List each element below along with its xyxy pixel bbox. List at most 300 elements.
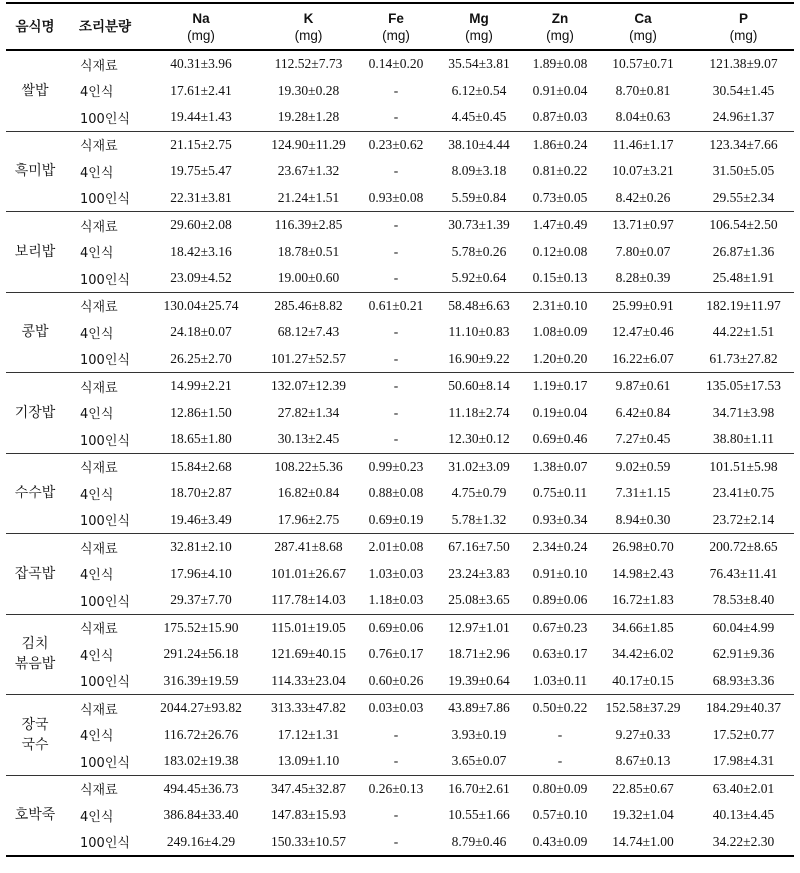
dish-name-cell xyxy=(6,131,64,212)
value-cell: 19.46±3.49 xyxy=(146,507,256,534)
value-cell: 43.89±7.86 xyxy=(448,700,510,716)
value-cell: 0.80±0.09 xyxy=(532,780,588,796)
value-cell: 29.55±2.34 xyxy=(693,185,794,212)
table-row xyxy=(6,212,794,239)
table-row xyxy=(6,453,794,480)
value-cell: 5.59±0.84 xyxy=(431,185,527,212)
value-cell: - xyxy=(393,324,399,340)
value-cell: 0.87±0.03 xyxy=(527,104,593,131)
value-cell: 25.99±0.91 xyxy=(612,297,674,313)
column-header-name: Ca xyxy=(634,10,652,26)
value-cell: 0.73±0.05 xyxy=(527,185,593,212)
dish-name-cell xyxy=(6,695,64,776)
value-cell: 12.47±0.46 xyxy=(612,324,674,340)
value-cell: 132.07±12.39 xyxy=(271,378,346,394)
value-cell: 0.61±0.21 xyxy=(368,297,424,313)
value-cell: 0.88±0.08 xyxy=(368,485,424,501)
value-cell: 34.42±6.02 xyxy=(612,646,674,662)
value-cell: 13.71±0.97 xyxy=(612,217,674,233)
value-cell: 9.27±0.33 xyxy=(615,726,671,742)
value-cell: 21.15±2.75 xyxy=(170,136,232,152)
value-cell: 22.31±3.81 xyxy=(146,185,256,212)
value-cell: 11.46±1.17 xyxy=(612,136,674,152)
column-header-unit: (mg) xyxy=(382,27,410,43)
value-cell: 8.04±0.63 xyxy=(593,104,693,131)
value-cell: 152.58±37.29 xyxy=(605,700,681,716)
value-cell: - xyxy=(361,426,431,453)
value-cell: 0.69±0.46 xyxy=(527,426,593,453)
table-row xyxy=(6,131,794,158)
value-cell: 17.98±4.31 xyxy=(693,748,794,775)
table-row xyxy=(6,319,794,346)
value-cell: 8.28±0.39 xyxy=(593,265,693,292)
value-cell: - xyxy=(361,104,431,131)
dish-name: 호박죽 xyxy=(14,807,56,824)
value-cell: 6.12±0.54 xyxy=(451,82,507,98)
cooking-amount-cell: 100인식 xyxy=(64,426,146,453)
value-cell: - xyxy=(393,217,399,233)
value-cell: 249.16±4.29 xyxy=(146,829,256,857)
value-cell: 0.89±0.06 xyxy=(527,587,593,614)
value-cell: 147.83±15.93 xyxy=(271,807,346,823)
cooking-amount-cell: 식재료 xyxy=(80,219,118,235)
value-cell: - xyxy=(361,265,431,292)
cooking-amount-cell: 4인식 xyxy=(80,407,114,423)
value-cell: 23.24±3.83 xyxy=(448,565,510,581)
value-cell: 0.91±0.04 xyxy=(532,82,588,98)
value-cell: 0.23±0.62 xyxy=(368,136,424,152)
value-cell: 15.84±2.68 xyxy=(170,458,232,474)
value-cell: 5.78±0.26 xyxy=(451,243,507,259)
value-cell: 0.26±0.13 xyxy=(368,780,424,796)
value-cell: 25.08±3.65 xyxy=(431,587,527,614)
value-cell: 1.08±0.09 xyxy=(532,324,588,340)
value-cell: 50.60±8.14 xyxy=(448,378,510,394)
value-cell: 14.98±2.43 xyxy=(612,565,674,581)
value-cell: 5.78±1.32 xyxy=(431,507,527,534)
cooking-amount-cell: 100인식 xyxy=(64,587,146,614)
value-cell: 4.75±0.79 xyxy=(451,485,507,501)
value-cell: 68.93±3.36 xyxy=(693,668,794,695)
column-header-name: Fe xyxy=(388,10,404,26)
column-header xyxy=(527,3,593,50)
value-cell: 10.57±0.71 xyxy=(612,56,674,72)
value-cell: 21.24±1.51 xyxy=(256,185,361,212)
value-cell: 8.70±0.81 xyxy=(615,82,671,98)
value-cell: 130.04±25.74 xyxy=(163,297,239,313)
value-cell: 18.65±1.80 xyxy=(146,426,256,453)
value-cell: 12.30±0.12 xyxy=(431,426,527,453)
value-cell: 1.20±0.20 xyxy=(527,346,593,373)
value-cell: 19.30±0.28 xyxy=(277,82,340,98)
value-cell: 287.41±8.68 xyxy=(274,539,343,555)
value-cell: 16.90±9.22 xyxy=(431,346,527,373)
table-row xyxy=(6,722,794,749)
value-cell: 19.32±1.04 xyxy=(612,807,674,823)
column-header xyxy=(146,3,256,50)
value-cell: 285.46±8.82 xyxy=(274,297,343,313)
cooking-amount-cell: 4인식 xyxy=(80,568,114,584)
cooking-amount-cell: 식재료 xyxy=(80,702,118,718)
dish-name-cell xyxy=(6,614,64,695)
cooking-amount-cell: 4인식 xyxy=(80,165,114,181)
value-cell: 0.03±0.03 xyxy=(368,700,424,716)
value-cell: 150.33±10.57 xyxy=(256,829,361,857)
value-cell: 27.82±1.34 xyxy=(277,404,340,420)
value-cell: 19.28±1.28 xyxy=(256,104,361,131)
value-cell: 5.92±0.64 xyxy=(431,265,527,292)
column-header xyxy=(6,3,64,50)
value-cell: 2.01±0.08 xyxy=(368,539,424,555)
value-cell: 114.33±23.04 xyxy=(256,668,361,695)
table-row xyxy=(6,426,794,453)
column-header-name: K xyxy=(303,10,314,26)
value-cell: 18.70±2.87 xyxy=(170,485,232,501)
value-cell: 29.60±2.08 xyxy=(170,217,232,233)
value-cell: 3.93±0.19 xyxy=(451,726,507,742)
value-cell: 19.39±0.64 xyxy=(431,668,527,695)
value-cell: 0.63±0.17 xyxy=(532,646,588,662)
column-header xyxy=(64,3,146,50)
value-cell: 116.72±26.76 xyxy=(163,726,239,742)
cooking-amount-cell: 4인식 xyxy=(80,648,114,664)
column-header-unit: (mg) xyxy=(187,27,215,43)
value-cell: 31.50±5.05 xyxy=(712,163,775,179)
value-cell: 23.67±1.32 xyxy=(277,163,340,179)
column-header-unit: (mg) xyxy=(546,27,574,43)
value-cell: 23.09±4.52 xyxy=(146,265,256,292)
table-row xyxy=(6,78,794,105)
value-cell: 0.50±0.22 xyxy=(532,700,588,716)
value-cell: - xyxy=(393,404,399,420)
value-cell: 115.01±19.05 xyxy=(271,619,346,635)
column-header xyxy=(361,3,431,50)
value-cell: 30.54±1.45 xyxy=(712,82,775,98)
value-cell: 40.31±3.96 xyxy=(170,56,232,72)
value-cell: 123.34±7.66 xyxy=(709,136,778,152)
value-cell: 17.12±1.31 xyxy=(277,726,340,742)
value-cell: 0.69±0.19 xyxy=(361,507,431,534)
value-cell: 61.73±27.82 xyxy=(693,346,794,373)
value-cell: 34.71±3.98 xyxy=(712,404,775,420)
value-cell: 1.18±0.03 xyxy=(361,587,431,614)
value-cell: 14.74±1.00 xyxy=(593,829,693,857)
value-cell: 291.24±56.18 xyxy=(163,646,239,662)
value-cell: 34.66±1.85 xyxy=(612,619,674,635)
value-cell: 23.72±2.14 xyxy=(693,507,794,534)
value-cell: 13.09±1.10 xyxy=(256,748,361,775)
cooking-amount-cell: 4인식 xyxy=(80,326,114,342)
cooking-amount-cell: 식재료 xyxy=(80,541,118,557)
column-header-name: 음식명 xyxy=(15,19,55,34)
value-cell: 0.99±0.23 xyxy=(368,458,424,474)
value-cell: 34.22±2.30 xyxy=(693,829,794,857)
cooking-amount-cell: 100인식 xyxy=(64,748,146,775)
column-header-unit: (mg) xyxy=(629,27,657,43)
cooking-amount-cell: 4인식 xyxy=(80,487,114,503)
cooking-amount-cell: 식재료 xyxy=(80,300,118,316)
table-row xyxy=(6,185,794,212)
dish-name: 장국 xyxy=(21,716,49,733)
value-cell: 0.69±0.06 xyxy=(368,619,424,635)
value-cell: 106.54±2.50 xyxy=(709,217,778,233)
table-row xyxy=(6,373,794,400)
value-cell: 1.47±0.49 xyxy=(532,217,588,233)
cooking-amount-cell: 식재료 xyxy=(80,783,118,799)
value-cell: 16.82±0.84 xyxy=(277,485,340,501)
dish-name: 콩밥 xyxy=(21,324,49,341)
value-cell: 121.38±9.07 xyxy=(709,56,778,72)
dish-name: 흑미밥 xyxy=(14,163,56,180)
value-cell: 29.37±7.70 xyxy=(146,587,256,614)
dish-name: 국수 xyxy=(21,736,49,753)
value-cell: 101.01±26.67 xyxy=(271,565,346,581)
value-cell: 18.42±3.16 xyxy=(170,243,232,259)
value-cell: 200.72±8.65 xyxy=(709,539,778,555)
value-cell: 1.89±0.08 xyxy=(532,56,588,72)
column-header-name: Zn xyxy=(551,10,569,26)
dish-name-cell xyxy=(6,373,64,454)
value-cell: 19.75±5.47 xyxy=(170,163,232,179)
value-cell: 16.70±2.61 xyxy=(448,780,510,796)
value-cell: 58.48±6.63 xyxy=(448,297,510,313)
dish-name: 보리밥 xyxy=(14,243,56,260)
column-header xyxy=(431,3,527,50)
value-cell: 35.54±3.81 xyxy=(448,56,510,72)
value-cell: 313.33±47.82 xyxy=(271,700,346,716)
cooking-amount-cell: 식재료 xyxy=(80,139,118,155)
value-cell: 25.48±1.91 xyxy=(693,265,794,292)
value-cell: 24.96±1.37 xyxy=(693,104,794,131)
cooking-amount-cell: 100인식 xyxy=(64,507,146,534)
dish-name-cell xyxy=(6,212,64,293)
value-cell: 68.12±7.43 xyxy=(277,324,340,340)
value-cell: 316.39±19.59 xyxy=(146,668,256,695)
value-cell: 19.00±0.60 xyxy=(256,265,361,292)
value-cell: 2.34±0.24 xyxy=(532,539,588,555)
cooking-amount-cell: 식재료 xyxy=(80,622,118,638)
value-cell: 0.81±0.22 xyxy=(532,163,588,179)
dish-name: 쌀밥 xyxy=(21,82,49,99)
table-row xyxy=(6,668,794,695)
value-cell: 30.13±2.45 xyxy=(256,426,361,453)
cooking-amount-cell: 100인식 xyxy=(64,104,146,131)
table-row xyxy=(6,748,794,775)
dish-name: 잡곡밥 xyxy=(14,565,56,582)
value-cell: 16.72±1.83 xyxy=(593,587,693,614)
cooking-amount-cell: 식재료 xyxy=(80,380,118,396)
table-header xyxy=(6,3,794,50)
cooking-amount-cell: 100인식 xyxy=(64,829,146,857)
value-cell: 0.43±0.09 xyxy=(527,829,593,857)
value-cell: 1.03±0.03 xyxy=(368,565,424,581)
value-cell: 124.90±11.29 xyxy=(271,136,346,152)
column-header-name: P xyxy=(738,10,748,26)
table-body xyxy=(6,50,794,856)
value-cell: 32.81±2.10 xyxy=(170,539,232,555)
value-cell: 12.97±1.01 xyxy=(448,619,510,635)
table-row xyxy=(6,346,794,373)
value-cell: 182.19±11.97 xyxy=(706,297,781,313)
value-cell: 0.14±0.20 xyxy=(368,56,424,72)
value-cell: 26.98±0.70 xyxy=(612,539,674,555)
cooking-amount-cell: 100인식 xyxy=(64,668,146,695)
value-cell: 10.07±3.21 xyxy=(612,163,674,179)
table-row xyxy=(6,534,794,561)
cooking-amount-cell: 4인식 xyxy=(80,729,114,745)
dish-name-cell xyxy=(6,453,64,534)
value-cell: 101.51±5.98 xyxy=(709,458,778,474)
dish-name-cell xyxy=(6,534,64,615)
value-cell: 0.60±0.26 xyxy=(361,668,431,695)
value-cell: 8.94±0.30 xyxy=(593,507,693,534)
value-cell: 31.02±3.09 xyxy=(448,458,510,474)
dish-name-cell xyxy=(6,50,64,131)
value-cell: 0.57±0.10 xyxy=(532,807,588,823)
value-cell: 1.86±0.24 xyxy=(532,136,588,152)
value-cell: - xyxy=(527,748,593,775)
value-cell: 12.86±1.50 xyxy=(170,404,232,420)
value-cell: 67.16±7.50 xyxy=(448,539,510,555)
value-cell: 10.55±1.66 xyxy=(448,807,510,823)
value-cell: 7.80±0.07 xyxy=(615,243,671,259)
value-cell: 8.79±0.46 xyxy=(431,829,527,857)
table-row xyxy=(6,104,794,131)
value-cell: 8.42±0.26 xyxy=(593,185,693,212)
value-cell: 112.52±7.73 xyxy=(274,56,343,72)
value-cell: 30.73±1.39 xyxy=(448,217,510,233)
value-cell: 76.43±11.41 xyxy=(709,565,778,581)
value-cell: 386.84±33.40 xyxy=(163,807,239,823)
value-cell: - xyxy=(393,163,399,179)
column-header xyxy=(693,3,794,50)
value-cell: 23.41±0.75 xyxy=(712,485,775,501)
cooking-amount-cell: 100인식 xyxy=(64,346,146,373)
dish-name-cell xyxy=(6,292,64,373)
value-cell: 7.31±1.15 xyxy=(615,485,671,501)
mineral-content-table xyxy=(6,2,794,857)
value-cell: 3.65±0.07 xyxy=(431,748,527,775)
value-cell: - xyxy=(393,807,399,823)
value-cell: 1.19±0.17 xyxy=(532,378,588,394)
dish-name: 볶음밥 xyxy=(14,656,56,673)
table-row xyxy=(6,695,794,722)
value-cell: 9.02±0.59 xyxy=(615,458,671,474)
column-header-name: 조리분량 xyxy=(78,19,132,34)
value-cell: - xyxy=(393,82,399,98)
value-cell: 62.91±9.36 xyxy=(712,646,775,662)
value-cell: 0.15±0.13 xyxy=(527,265,593,292)
value-cell: 0.19±0.04 xyxy=(532,404,588,420)
cooking-amount-cell: 식재료 xyxy=(80,461,118,477)
cooking-amount-cell: 100인식 xyxy=(64,265,146,292)
value-cell: 6.42±0.84 xyxy=(615,404,671,420)
value-cell: 8.67±0.13 xyxy=(593,748,693,775)
value-cell: 60.04±4.99 xyxy=(712,619,775,635)
cooking-amount-cell: 100인식 xyxy=(64,185,146,212)
value-cell: 2.31±0.10 xyxy=(532,297,588,313)
value-cell: - xyxy=(557,726,563,742)
value-cell: 63.40±2.01 xyxy=(712,780,775,796)
table-row xyxy=(6,587,794,614)
value-cell: 11.18±2.74 xyxy=(448,404,510,420)
value-cell: 183.02±19.38 xyxy=(146,748,256,775)
value-cell: 40.13±4.45 xyxy=(712,807,775,823)
value-cell: 11.10±0.83 xyxy=(448,324,510,340)
value-cell: 26.87±1.36 xyxy=(712,243,775,259)
value-cell: 38.10±4.44 xyxy=(448,136,510,152)
value-cell: 2044.27±93.82 xyxy=(160,700,242,716)
cooking-amount-cell: 4인식 xyxy=(80,246,114,262)
table-row xyxy=(6,292,794,319)
value-cell: 18.71±2.96 xyxy=(448,646,510,662)
value-cell: 44.22±1.51 xyxy=(712,324,775,340)
value-cell: 1.38±0.07 xyxy=(532,458,588,474)
value-cell: 8.09±3.18 xyxy=(451,163,507,179)
value-cell: 38.80±1.11 xyxy=(693,426,794,453)
value-cell: - xyxy=(393,726,399,742)
table-row xyxy=(6,829,794,857)
value-cell: - xyxy=(361,829,431,857)
value-cell: 494.45±36.73 xyxy=(163,780,239,796)
table-row xyxy=(6,614,794,641)
dish-name: 기장밥 xyxy=(14,404,56,421)
value-cell: 24.18±0.07 xyxy=(170,324,232,340)
value-cell: 1.03±0.11 xyxy=(527,668,593,695)
table-row xyxy=(6,265,794,292)
value-cell: - xyxy=(393,378,399,394)
value-cell: 40.17±0.15 xyxy=(593,668,693,695)
cooking-amount-cell: 식재료 xyxy=(80,58,118,74)
table-row xyxy=(6,775,794,802)
table-row xyxy=(6,480,794,507)
value-cell: 101.27±52.57 xyxy=(256,346,361,373)
value-cell: 0.91±0.10 xyxy=(532,565,588,581)
value-cell: 9.87±0.61 xyxy=(615,378,671,394)
table-row xyxy=(6,507,794,534)
value-cell: - xyxy=(393,243,399,259)
value-cell: 22.85±0.67 xyxy=(612,780,674,796)
column-header xyxy=(256,3,361,50)
cooking-amount-cell: 4인식 xyxy=(80,85,114,101)
value-cell: 116.39±2.85 xyxy=(274,217,343,233)
column-header xyxy=(593,3,693,50)
value-cell: 135.05±17.53 xyxy=(706,378,781,394)
value-cell: 121.69±40.15 xyxy=(271,646,346,662)
value-cell: 0.76±0.17 xyxy=(368,646,424,662)
value-cell: - xyxy=(361,748,431,775)
value-cell: 17.52±0.77 xyxy=(712,726,775,742)
table-row xyxy=(6,50,794,78)
value-cell: 4.45±0.45 xyxy=(431,104,527,131)
table-row xyxy=(6,641,794,668)
value-cell: 17.96±4.10 xyxy=(170,565,232,581)
table-row xyxy=(6,802,794,829)
table-row xyxy=(6,239,794,266)
dish-name: 김치 xyxy=(21,636,49,653)
value-cell: 0.67±0.23 xyxy=(532,619,588,635)
value-cell: 0.93±0.08 xyxy=(361,185,431,212)
value-cell: 19.44±1.43 xyxy=(146,104,256,131)
value-cell: 175.52±15.90 xyxy=(163,619,239,635)
table-row xyxy=(6,400,794,427)
value-cell: 14.99±2.21 xyxy=(170,378,232,394)
value-cell: 184.29±40.37 xyxy=(706,700,781,716)
value-cell: 0.75±0.11 xyxy=(532,485,588,501)
value-cell: 347.45±32.87 xyxy=(271,780,346,796)
value-cell: 18.78±0.51 xyxy=(277,243,340,259)
value-cell: 26.25±2.70 xyxy=(146,346,256,373)
